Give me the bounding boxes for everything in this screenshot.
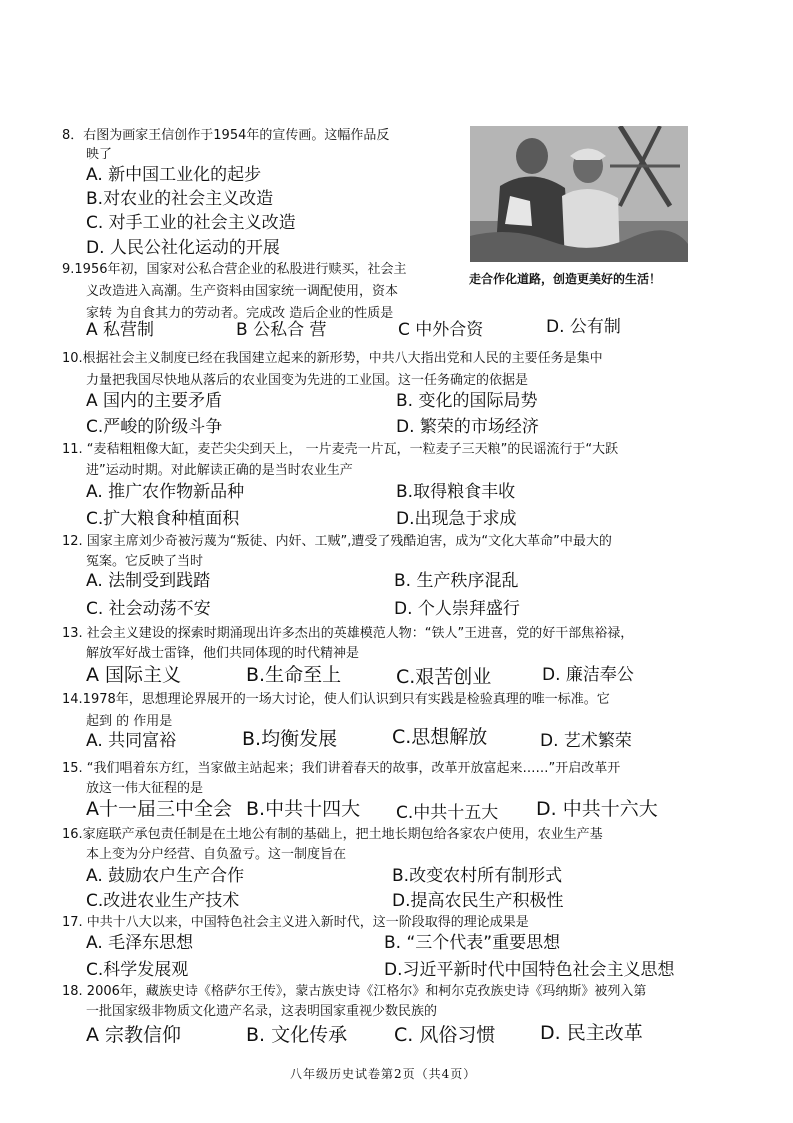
q8-option-d: D. 人民公社化运动的开展 [86,238,280,258]
q13-option-a: A 国际主义 [86,664,182,686]
q12-option-b: B. 生产秩序混乱 [394,571,519,591]
q18-option-c: C. 风俗习惯 [394,1024,496,1046]
q12-option-c: C. 社会动荡不安 [86,599,211,619]
q18-stem-line2: 一批国家级非物质文化遗产名录，这表明国家重视少数民族的 [86,1004,438,1019]
q11-stem-line1: 11. “麦秸粗粗像大缸，麦芒尖尖到天上， 一片麦壳一片瓦，一粒麦子三天粮”的民谣流行于“大跃 [62,442,619,457]
q11-option-b: B.取得粮食丰收 [396,482,516,502]
q16-option-a: A. 鼓励农户生产合作 [86,866,245,886]
q14-option-b: B.均衡发展 [242,728,338,750]
q9-stem-line2: 义改造进入高潮。生产资料由国家统一调配使用，资本 [86,284,399,299]
q10-option-d: D. 繁荣的市场经济 [396,417,539,437]
q8-option-a: A. 新中国工业化的起步 [86,165,262,185]
q13-option-d: D. 廉洁奉公 [542,665,634,685]
q18-option-a: A 宗教信仰 [86,1024,182,1046]
q17-option-a: A. 毛泽东思想 [86,933,194,953]
q8-picture-caption: 走合作化道路，创造更美好的生活！ [469,272,662,286]
q8-stem-line1: 8．右图为画家王信创作于1954年的宣传画。这幅作品反 [62,128,390,143]
q8-option-c: C. 对手工业的社会主义改造 [86,213,296,233]
q12-option-a: A. 法制受到践踏 [86,571,211,591]
propaganda-painting [470,126,688,262]
q17-option-d: D.习近平新时代中国特色社会主义思想 [384,960,675,980]
q11-stem-line2: 进”运动时期。对此解读正确的是当时农业生产 [86,463,353,478]
q9-option-d: D. 公有制 [546,317,621,337]
q9-option-a: A 私营制 [86,320,155,340]
q18-option-d: D. 民主改革 [540,1022,643,1044]
q16-stem-line2: 本上变为分户经营、自负盈亏。这一制度旨在 [86,847,347,862]
q11-option-c: C.扩大粮食种植面积 [86,509,240,529]
q16-option-c: C.改进农业生产技术 [86,891,240,911]
q17-option-c: C.科学发展观 [86,960,189,980]
q9-option-c: C 中外合资 [398,320,484,340]
q10-option-a: A 国内的主要矛盾 [86,391,223,411]
q10-option-c: C.严峻的阶级斗争 [86,417,223,437]
q8-stem-line2: 映了 [86,147,113,162]
q14-stem-line2: 起到 的 作用是 [86,714,173,729]
q10-stem-line1: 10.根据社会主义制度已经在我国建立起来的新形势，中共八大指出党和人民的主要任务是集中 [62,351,603,366]
q9-stem-line3: 家转 为自食其力的劳动者。完成改 造后企业的性质是 [86,306,394,321]
q9-stem-line1: 9.1956年初，国家对公私合营企业的私股进行赎买，社会主 [62,262,407,277]
q12-option-d: D. 个人崇拜盛行 [394,599,520,619]
q13-option-c: C.艰苦创业 [396,666,492,688]
q15-option-a: A十一届三中全会 [86,798,232,820]
q11-option-d: D.出现急于求成 [396,509,517,529]
q10-option-b: B. 变化的国际局势 [396,391,538,411]
q10-stem-line2: 力量把我国尽快地从落后的农业国变为先进的工业国。这一任务确定的依据是 [86,373,529,388]
q15-stem-line2: 放这一伟大征程的是 [86,781,204,796]
q16-option-d: D.提高农民生产积极性 [392,891,564,911]
q15-stem-line1: 15. “我们唱着东方红，当家做主站起来；我们讲着春天的故事，改革开放富起来……”开启改革开 [62,761,621,776]
q16-option-b: B.改变农村所有制形式 [392,866,563,886]
q17-option-b: B. “三个代表”重要思想 [384,933,561,953]
q14-option-c: C.思想解放 [392,726,488,748]
q15-option-c: C.中共十五大 [396,803,499,823]
q13-stem-line1: 13. 社会主义建设的探索时期涌现出许多杰出的英雄模范人物：“铁人”王进喜，党的好干部焦裕禄， [62,626,634,641]
q17-stem-line1: 17. 中共十八大以来，中国特色社会主义进入新时代，这一阶段取得的理论成果是 [62,915,529,930]
page-footer: 八年级历史试卷第2页（共4页） [290,1067,477,1081]
q15-option-d: D. 中共十六大 [536,798,658,820]
q16-stem-line1: 16.家庭联产承包责任制是在土地公有制的基础上，把土地长期包给各家农户使用，农业生产基 [62,827,603,842]
q18-option-b: B. 文化传承 [246,1024,348,1046]
q12-stem-line1: 12. 国家主席刘少奇被污蔑为“叛徒、内奸、工贼”,遭受了残酷迫害，成为“文化大革命”中最大的 [62,534,612,549]
q9-option-b: B 公私合 营 [236,320,327,340]
q14-option-a: A. 共同富裕 [86,731,177,751]
q8-option-b: B.对农业的社会主义改造 [86,189,274,209]
propaganda-painting-image [470,126,688,262]
q11-option-a: A. 推广农作物新品种 [86,482,245,502]
q12-stem-line2: 冤案。它反映了当时 [86,554,204,569]
q15-option-b: B.中共十四大 [246,798,361,820]
q14-option-d: D. 艺术繁荣 [540,731,632,751]
q14-stem-line1: 14.1978年，思想理论界展开的一场大讨论，使人们认识到只有实践是检验真理的唯一标准。它 [62,692,610,707]
q13-option-b: B.生命至上 [246,664,342,686]
q13-stem-line2: 解放军好战士雷锋，他们共同体现的时代精神是 [86,646,360,661]
q18-stem-line1: 18. 2006年，藏族史诗《格萨尔王传》，蒙古族史诗《江格尔》和柯尔克孜族史诗《玛纳斯》被列入第 [62,984,647,999]
